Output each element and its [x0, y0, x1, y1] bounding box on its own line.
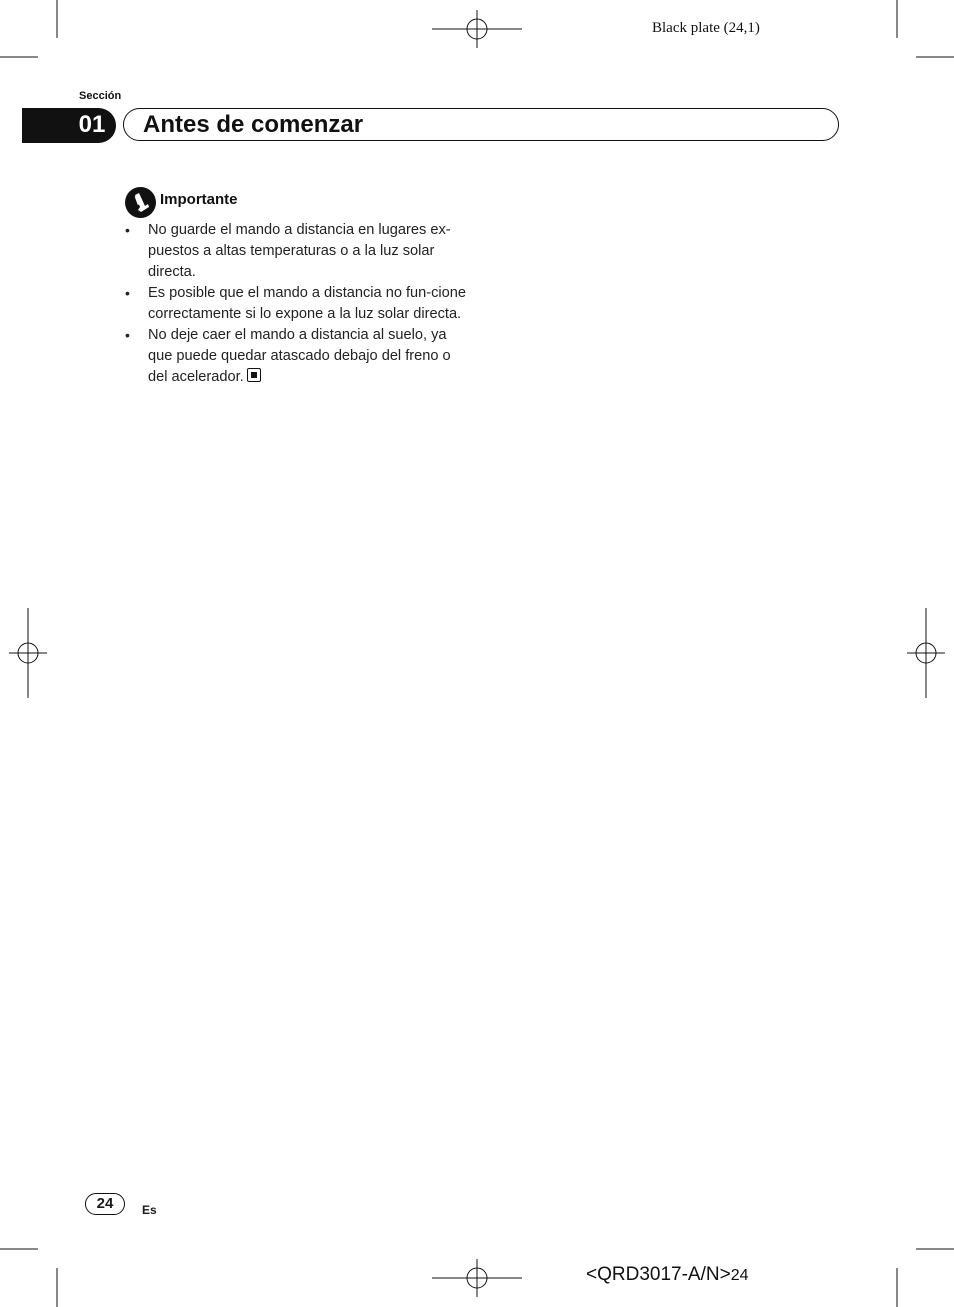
- registration-mark-bottom: [432, 1259, 522, 1297]
- section-label: Sección: [79, 90, 122, 102]
- list-item-text: No deje caer el mando a distancia al suelo, ya que puede quedar atascado debajo del freno o del acelerador.: [148, 327, 451, 385]
- important-list: [124, 220, 474, 388]
- language-code: Es: [142, 1203, 157, 1217]
- bullet-icon: •: [125, 285, 130, 301]
- important-hand-icon: [125, 187, 156, 218]
- section-title: Antes de comenzar: [143, 111, 364, 138]
- important-heading: Importante: [160, 191, 238, 208]
- bullet-icon: •: [125, 327, 130, 343]
- end-of-section-icon: [247, 368, 261, 382]
- document-code-text: <QRD3017-A/N>: [586, 1264, 731, 1285]
- document-code: [586, 1264, 748, 1286]
- list-item: [124, 283, 474, 325]
- document-page: 24: [730, 1267, 749, 1284]
- list-item-text: Es posible que el mando a distancia no fun-cione correctamente si lo expone a la luz solar directa.: [148, 285, 467, 322]
- registration-mark-right: [907, 608, 945, 698]
- registration-mark-left: [9, 608, 47, 698]
- section-number: 01: [78, 111, 106, 138]
- registration-mark-top: [432, 10, 522, 48]
- bullet-icon: •: [125, 222, 130, 238]
- plate-label: Black plate (24,1): [652, 20, 760, 36]
- list-item-text: No guarde el mando a distancia en lugares ex-puestos a altas temperaturas o a la luz solar directa.: [148, 222, 451, 280]
- list-item: [124, 325, 474, 388]
- page-number: 24: [85, 1193, 125, 1215]
- list-item: [124, 220, 474, 283]
